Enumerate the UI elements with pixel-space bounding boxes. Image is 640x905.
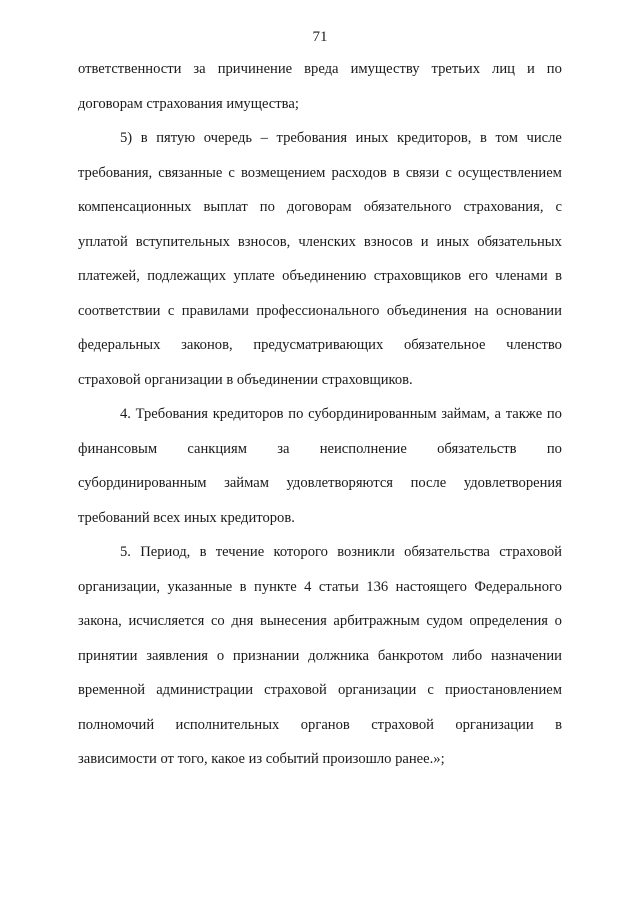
word: в (480, 130, 487, 146)
word: арбитражным (333, 613, 420, 629)
word: вступительных (135, 233, 230, 250)
word: платежей, (78, 268, 140, 284)
word: и (526, 61, 535, 77)
word: Федерального (474, 578, 562, 595)
word: ответственности (78, 61, 182, 77)
word: связи (405, 164, 440, 181)
text-line: зависимости от того, какое из событий произошло ранее.»; (78, 751, 445, 767)
text-line (78, 225, 562, 260)
word: осуществлением (457, 164, 562, 181)
word: с (445, 164, 452, 181)
word: страховой (264, 682, 327, 698)
word: причинение (217, 61, 293, 77)
word: заявления (146, 647, 208, 664)
word: пятую (156, 130, 196, 146)
word: в (239, 578, 247, 595)
word: кредиторов, (396, 130, 472, 146)
word: соответствии (78, 302, 161, 319)
word: течение (215, 544, 265, 560)
word: полномочий (78, 716, 155, 733)
text-line (78, 121, 562, 156)
word: неисполнение (319, 440, 407, 457)
word: связанные (158, 164, 223, 181)
text-line: договорам страхования имущества; (78, 95, 299, 112)
word: судом (426, 613, 463, 629)
word: со (210, 613, 225, 629)
word: обязательное (403, 337, 486, 353)
word: признании (232, 647, 300, 664)
word: иных (436, 233, 470, 250)
text-line: страховой организации в объединении страховщиков. (78, 371, 413, 388)
word: о (216, 647, 225, 664)
word: на (474, 302, 489, 319)
word: страховщиков (373, 268, 462, 284)
word: членских (298, 233, 356, 250)
word: 4 (304, 578, 312, 595)
word: дня (231, 613, 254, 629)
word: организации (455, 716, 534, 733)
word: требования, (78, 164, 153, 181)
word: Требования (135, 406, 209, 422)
word: с (228, 164, 235, 181)
word: санкциям (187, 440, 247, 457)
word: в (555, 716, 562, 733)
word: очередь (203, 130, 253, 146)
word: подлежащих (147, 268, 227, 284)
word: расходов (331, 164, 387, 181)
word: членство (506, 337, 562, 353)
word: по (546, 440, 562, 457)
text-line (78, 52, 562, 87)
word: членами (495, 268, 548, 284)
word: требования (276, 130, 348, 146)
word: с (427, 682, 434, 698)
word: числе (526, 130, 562, 146)
word: в (555, 268, 562, 284)
word: по (259, 199, 275, 215)
word: 5. (120, 544, 131, 560)
word: 4. (120, 406, 131, 422)
word: уплатой (78, 233, 128, 250)
word: органов (300, 716, 350, 733)
word: обязательств (437, 440, 517, 457)
word: банкротом (377, 647, 444, 664)
word: в (140, 130, 148, 146)
word: федеральных (78, 337, 161, 353)
word: страхования, (463, 199, 544, 215)
word: возникли (337, 544, 395, 560)
word: Период, (140, 544, 191, 560)
word: принятии (78, 647, 138, 664)
word: приостановлением (444, 682, 562, 698)
word: профессионального (256, 302, 380, 319)
text-line (78, 156, 562, 191)
word: 5) (120, 130, 133, 146)
word: исчисляется (128, 613, 205, 629)
word: вынесения (259, 613, 327, 629)
word: либо (452, 647, 483, 664)
text-line (78, 259, 562, 294)
word: должника (308, 647, 370, 664)
text-line (78, 535, 562, 570)
word: с (167, 302, 175, 319)
word: объединения (386, 302, 467, 319)
word: объединению (282, 268, 367, 284)
word: том (495, 130, 518, 146)
word: определения (469, 613, 549, 629)
word: также (505, 406, 543, 422)
word: с (555, 199, 562, 215)
word: настоящего (395, 578, 467, 595)
word: за (193, 61, 206, 77)
word: взносов, (237, 233, 291, 250)
word: страховой (499, 544, 562, 560)
word: по (546, 61, 562, 77)
text-line (78, 190, 562, 225)
text-line (78, 570, 562, 605)
word: по (288, 406, 304, 422)
word: лиц (492, 61, 515, 77)
word: удовлетворяются (286, 475, 394, 491)
body-text (78, 52, 562, 777)
word: вреда (304, 61, 339, 77)
word: имуществу (350, 61, 420, 77)
word: закона, (78, 613, 122, 629)
word: и (420, 233, 429, 250)
word: обязательства (404, 544, 490, 560)
word: после (410, 475, 447, 491)
word: законов, (181, 337, 233, 353)
word: страховой (371, 716, 434, 733)
page-number: 71 (312, 29, 328, 45)
word: о (554, 613, 562, 629)
text-line: требований всех иных кредиторов. (78, 509, 295, 526)
word: назначении (490, 647, 562, 664)
word: за (277, 440, 290, 457)
word: удовлетворения (463, 475, 562, 491)
word: финансовым (78, 440, 158, 457)
word: – (260, 130, 268, 146)
word: компенсационных (78, 199, 192, 215)
word: займам (224, 475, 269, 491)
word: указанные (167, 578, 233, 595)
word: по (546, 406, 562, 422)
word: кредиторов (212, 406, 284, 422)
word: обязательных (477, 233, 562, 250)
text-line (78, 466, 562, 501)
word: 136 (366, 578, 389, 595)
word: обязательного (363, 199, 452, 215)
word: статьи (318, 578, 359, 595)
word: займам, (441, 406, 490, 422)
word: в (199, 544, 207, 560)
word: организации, (78, 578, 160, 595)
word: организации (337, 682, 417, 698)
text-line (78, 604, 562, 639)
word: субординированным (308, 406, 437, 422)
word: договорам (286, 199, 352, 215)
text-line (78, 397, 562, 432)
text-line (78, 328, 562, 363)
text-line (78, 294, 562, 329)
word: в (392, 164, 400, 181)
word: взносов (363, 233, 413, 250)
word: иных (355, 130, 389, 146)
word: пункте (254, 578, 297, 595)
word: субординированным (78, 475, 207, 491)
word: временной (78, 682, 146, 698)
word: его (468, 268, 488, 284)
word: выплат (203, 199, 248, 215)
text-line (78, 673, 562, 708)
word: правилами (181, 302, 249, 319)
text-line (78, 639, 562, 674)
word: основании (496, 302, 562, 319)
word: уплате (233, 268, 275, 284)
text-line (78, 708, 562, 743)
word: третьих (431, 61, 481, 77)
word: которого (273, 544, 328, 560)
word: предусматривающих (253, 337, 384, 353)
text-line (78, 432, 562, 467)
word: исполнительных (175, 716, 280, 733)
word: администрации (156, 682, 254, 698)
word: возмещением (240, 164, 326, 181)
word: а (494, 406, 501, 422)
